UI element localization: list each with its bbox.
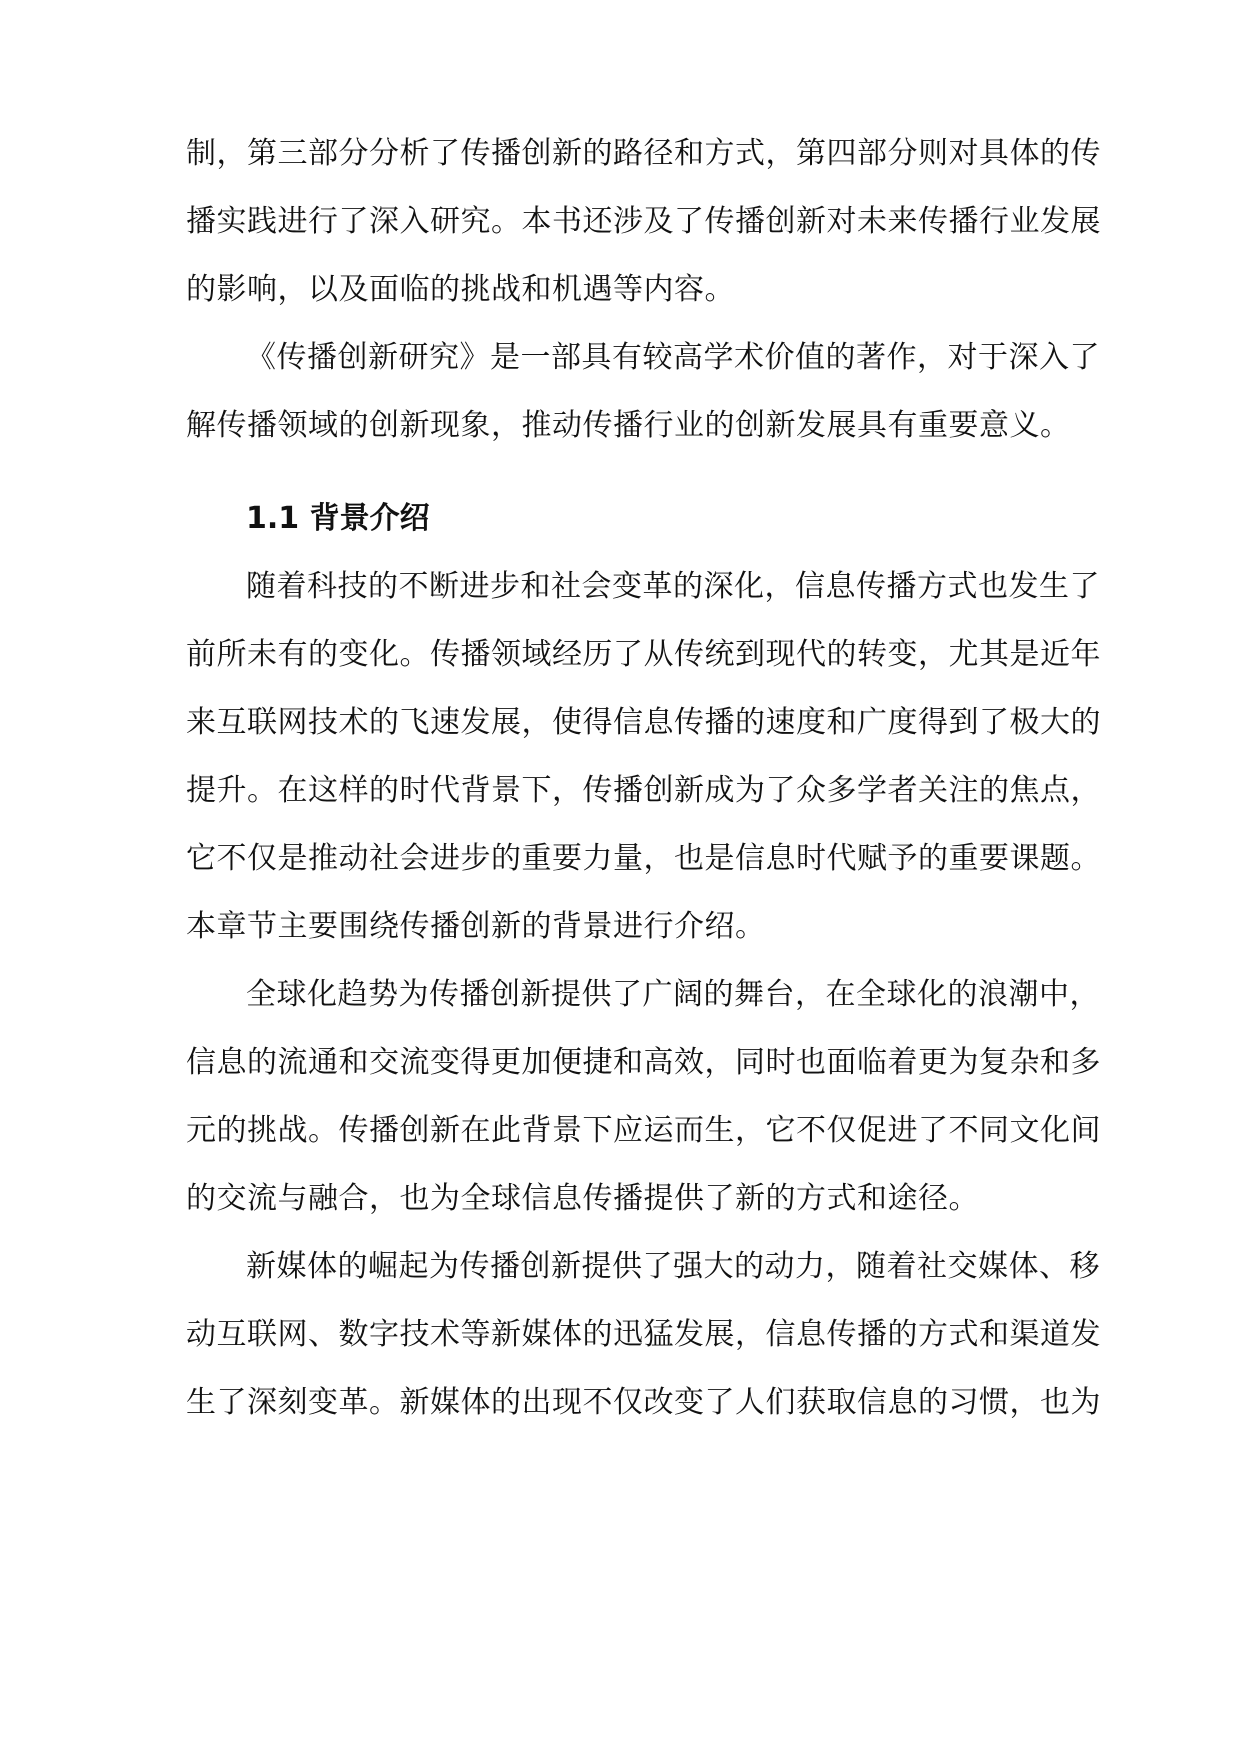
section-heading: 1.1 背景介绍: [246, 501, 430, 536]
paragraph-3-line-4: 提升。在这样的时代背景下，传播创新成为了众多学者关注的焦点，: [186, 773, 1101, 808]
paragraph-3-line-5: 它不仅是推动社会进步的重要力量，也是信息时代赋予的重要课题。: [186, 841, 1101, 876]
paragraph-5-line-3: 生了深刻变革。新媒体的出现不仅改变了人们获取信息的习惯，也为: [186, 1385, 1101, 1420]
paragraph-2-line-2: 解传播领域的创新现象，推动传播行业的创新发展具有重要意义。: [186, 408, 1071, 443]
paragraph-4-line-4: 的交流与融合，也为全球信息传播提供了新的方式和途径。: [186, 1181, 979, 1216]
paragraph-3-line-1: 随着科技的不断进步和社会变革的深化，信息传播方式也发生了: [246, 569, 1100, 604]
paragraph-4-line-3: 元的挑战。传播创新在此背景下应运而生，它不仅促进了不同文化间: [186, 1113, 1101, 1148]
paragraph-4-line-2: 信息的流通和交流变得更加便捷和高效，同时也面临着更为复杂和多: [186, 1045, 1101, 1080]
paragraph-3-line-2: 前所未有的变化。传播领域经历了从传统到现代的转变，尤其是近年: [186, 637, 1101, 672]
paragraph-4-line-1: 全球化趋势为传播创新提供了广阔的舞台，在全球化的浪潮中，: [246, 977, 1100, 1012]
paragraph-3-line-6: 本章节主要围绕传播创新的背景进行介绍。: [186, 909, 766, 944]
paragraph-3-line-3: 来互联网技术的飞速发展，使得信息传播的速度和广度得到了极大的: [186, 705, 1101, 740]
paragraph-1-line-3: 的影响，以及面临的挑战和机遇等内容。: [186, 272, 735, 307]
paragraph-5-line-2: 动互联网、数字技术等新媒体的迅猛发展，信息传播的方式和渠道发: [186, 1317, 1101, 1352]
paragraph-2-line-1: 《传播创新研究》是一部具有较高学术价值的著作，对于深入了: [246, 340, 1100, 375]
paragraph-1-line-1: 制，第三部分分析了传播创新的路径和方式，第四部分则对具体的传: [186, 136, 1101, 171]
paragraph-5-line-1: 新媒体的崛起为传播创新提供了强大的动力，随着社交媒体、移: [246, 1249, 1100, 1284]
paragraph-1-line-2: 播实践进行了深入研究。本书还涉及了传播创新对未来传播行业发展: [186, 204, 1101, 239]
